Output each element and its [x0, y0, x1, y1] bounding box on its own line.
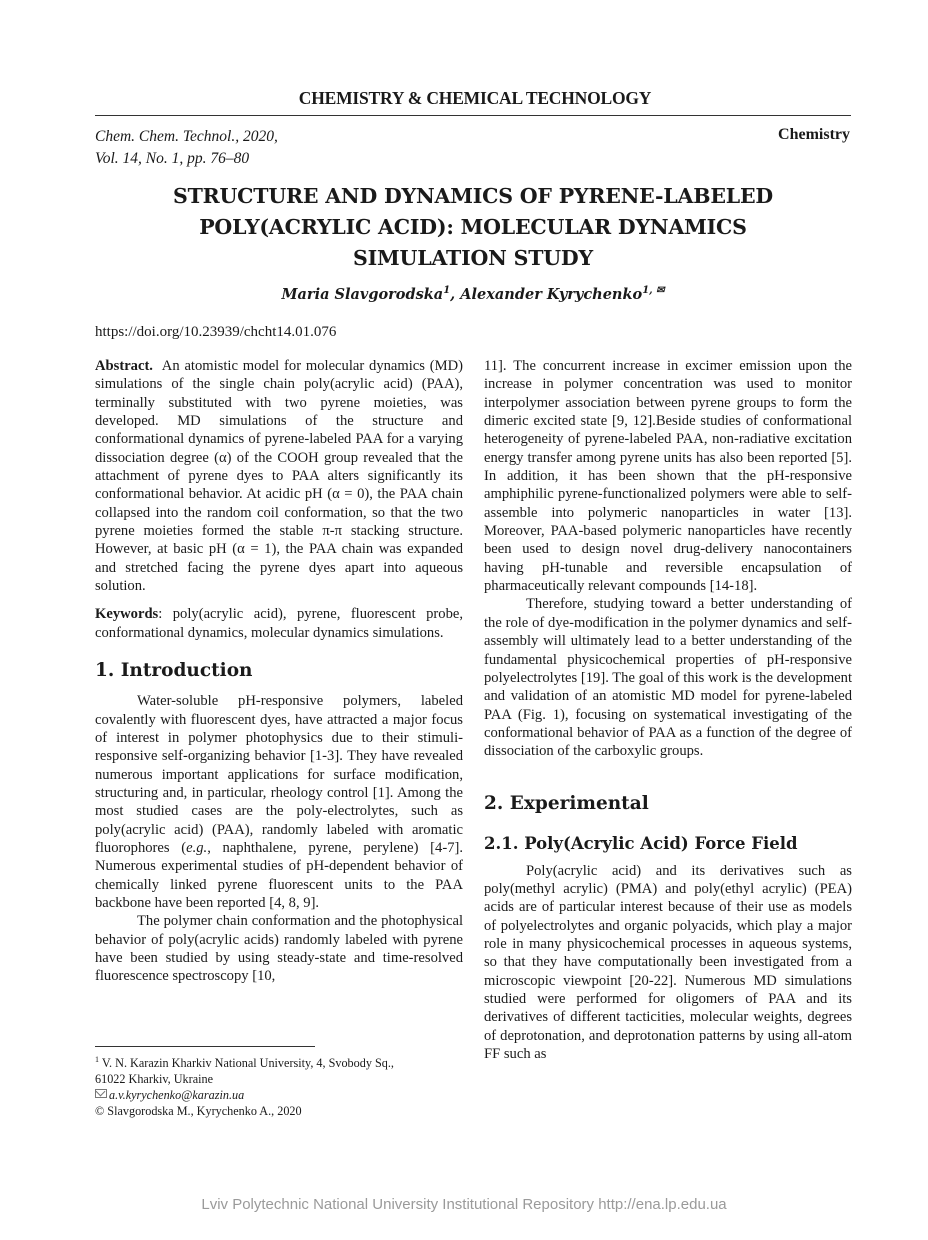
intro-p1-italic: e.g. [186, 839, 208, 856]
affiliation-line-1: V. N. Karazin Kharkiv National University, 4, Svobody Sq., [99, 1056, 394, 1071]
heading-experimental: 2. Experimental [484, 792, 649, 814]
abstract-text: An atomistic model for molecular dynamics (MD) simulations of the single chain poly(acrylic acid) (PAA), terminally substituted with two pyrene moieties, was developed. MD simulations of the structure and conformational dynamics of pyrene-labeled PAA for a varying dissociation degree (α) of the COOH group revealed that the attachment of pyrene dyes to PAA alters significantly its conformational behavior. At acidic pH (α = 0), the PAA chain collapsed into the random coil conformation, so that the two pyrene moieties formed the stable π-π stacking structure. However, at basic pH (α = 1), the PAA chain was expanded and stretched facing the pyrene dyes apart into aqueous solution. [95, 358, 464, 595]
repository-footer: Lviv Polytechnic National University Institutional Repository http://ena.lp.edu.ua [201, 1196, 727, 1213]
copyright: © Slavgorodska M., Kyrychenko A., 2020 [95, 1104, 302, 1119]
author-2-affiliation: 1, ✉ [642, 285, 665, 296]
title-line-3: SIMULATION STUDY [353, 246, 593, 270]
affiliation-line-2: 61022 Kharkiv, Ukraine [95, 1072, 214, 1087]
intro-paragraph-1 [95, 692, 463, 912]
keywords-text: : poly(acrylic acid), pyrene, fluorescent probe, conformational dynamics, molecular dynamics simulations. [95, 606, 463, 641]
abstract [95, 357, 463, 595]
title-line-2: POLY(ACRYLIC ACID): MOLECULAR DYNAMICS [199, 215, 747, 239]
journal-name: CHEMISTRY & CHEMICAL TECHNOLOGY [298, 88, 652, 108]
section-label: Chemistry [778, 126, 850, 143]
doi-link[interactable]: https://doi.org/10.23939/chcht14.01.076 [95, 324, 337, 340]
citation [95, 126, 278, 170]
author-separator: , [450, 285, 461, 303]
footnote-marker: 1 [95, 1055, 99, 1064]
abstract-label: Abstract. [95, 358, 153, 374]
right-paragraph-1: 11]. The concurrent increase in excimer emission upon the increase in polymer concentration was used to monitor interpolymer association between pyrene groups to form the dimeric excited state [9, 12].Beside studies of conformational heterogeneity of pyrene-labeled PAA, non-radiative excitation energy transfer among pyrene units has also been reported [5]. In addition, it has been shown that the pH-responsive amphiphilic pyrene-functionalized polymers were able to self-assemble into polymeric nanoparticles in water [13]. Moreover, PAA-based polymeric nanoparticles have recently been used to design novel drug-delivery nanocontainers having pH-tunable and reversible encapsulation of pharmaceutically relevant compounds [14-18]. [484, 358, 852, 595]
keywords [95, 605, 463, 642]
footnote-rule [95, 1046, 315, 1047]
intro-p1-text-a: Water-soluble pH-responsive polymers, labeled covalently with fluorescent dyes, have attracted a major focus of interest in polymer photophysics due to their stimuli-responsive self-organizing behavior [1-3]. They have revealed numerous important applications for surface modification, structuring and, in particular, rheology control [1]. Among the most studied cases are the poly-electrolytes, such as poly(acrylic acid) (PAA), randomly labeled with aromatic fluorophores ( [95, 693, 463, 856]
title-line-1: STRUCTURE AND DYNAMICS OF PYRENE-LABELED [173, 184, 773, 208]
envelope-icon [95, 1089, 107, 1098]
paper-title [95, 181, 851, 274]
footnote-affiliation [95, 1052, 455, 1071]
footnotes [95, 1052, 455, 1119]
heading-introduction: 1. Introduction [95, 660, 253, 682]
citation-line-2: Vol. 14, No. 1, pp. 76‒80 [95, 150, 250, 167]
right-column [484, 357, 852, 1063]
author-list [95, 285, 851, 303]
email-address[interactable]: a.v.kyrychenko@karazin.ua [109, 1088, 245, 1103]
author-2: Alexander Kyrychenko [460, 285, 643, 303]
header-rule [95, 115, 851, 116]
intro-paragraph-2: The polymer chain conformation and the photophysical behavior of poly(acrylic acids) randomly labeled with pyrene have been studied by using steady-state and time-resolved fluorescence spectroscopy [10, [95, 913, 463, 985]
right-paragraph-2: Therefore, studying toward a better understanding of the role of dye-modification in the polymer dynamics and self-assembly will ultimately lead to a better understanding of the fundamental physicochemical properties of pH-responsive polyelectrolytes [19]. The goal of this work is the development and validation of an atomistic MD model for pyrene-labeled PAA (Fig. 1), focusing on systematical investigating of the conformational behavior of PAA as a function of the degree of dissociation of the carboxylic groups. [484, 596, 852, 760]
footnote-email [95, 1087, 455, 1103]
heading-force-field: 2.1. Poly(Acrylic Acid) Force Field [484, 833, 798, 853]
intro-p1-text-b: , naphthalene, pyrene, perylene) [4-7]. Numerous experimental studies of pH-dependent behavior of chemically linked pyrene fluorescent units to the PAA backbone have been reported [4, 8, 9]. [95, 839, 463, 911]
citation-line-1: Chem. Chem. Technol., 2020, [95, 128, 278, 145]
keywords-label: Keywords [95, 606, 159, 623]
force-field-paragraph: Poly(acrylic acid) and its derivatives such as poly(methyl acrylic) (PMA) and poly(ethyl acrylic) (PEA) acids are of particular interest because of their use as models of polyelectrolytes and organic polyacids, which play a major role in many physicochemical processes in aqueous systems, so that they have computationally been investigated from a microscopic viewpoint [20-22]. Numerous MD simulations studied were performed for oligomers of PAA and its derivatives of different tacticities, molecular weights, degrees of deprotonation, and deprotonation patterns by using all-atom FF such as [484, 862, 852, 1062]
author-1-affiliation: 1 [443, 285, 451, 296]
author-1: Maria Slavgorodska [281, 285, 444, 303]
left-column [95, 357, 463, 986]
